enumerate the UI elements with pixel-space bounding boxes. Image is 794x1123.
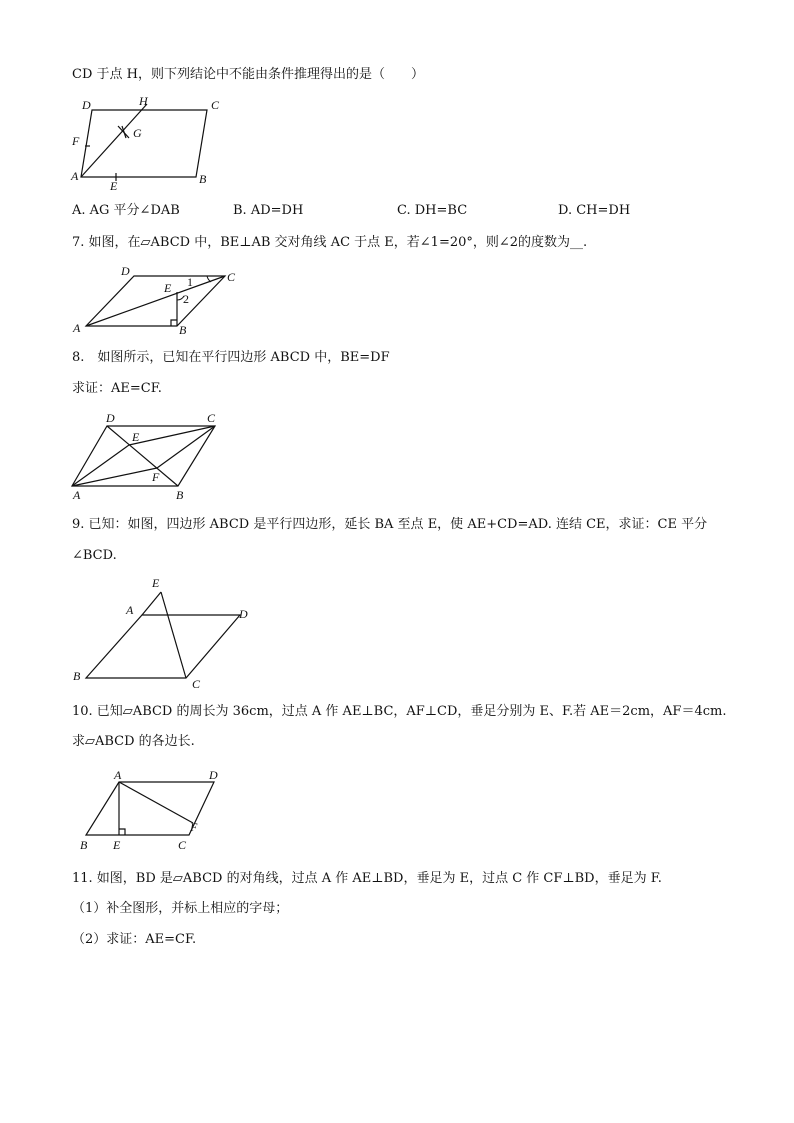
q9-label-C: C [192, 677, 201, 691]
q6-option-c: C. DH=BC [397, 203, 468, 218]
q9-text-line2: ∠BCD. [72, 548, 117, 563]
q11-part2: （2）求证：AE=CF. [72, 932, 197, 947]
q10-text-line2: 求▱ABCD 的各边长. [72, 734, 195, 749]
q9-text-line1: 9. 已知：如图，四边形 ABCD 是平行四边形，延长 BA 至点 E，使 AE+CD=AD. 连结 CE，求证：CE 平分 [72, 517, 708, 532]
q9-segment-CE [161, 592, 186, 678]
q8-label-C: C [207, 411, 216, 425]
q6-option-d: D. CH=DH [558, 203, 631, 218]
q10-label-B: B [80, 838, 88, 852]
q6-label-B: B [199, 172, 207, 186]
q6-label-E: E [110, 179, 118, 193]
q7-angle1-arc [207, 276, 211, 282]
q10-figure [66, 765, 236, 855]
q7-label-A: A [73, 321, 81, 335]
q10-label-A: A [114, 768, 122, 782]
q6-parallelogram [81, 110, 207, 177]
q8-prove-text: 求证：AE=CF. [72, 381, 162, 396]
q6-tail-text: CD 于点 H，则下列结论中不能由条件推理得出的是（ ） [72, 67, 424, 82]
q9-extension-AE [142, 592, 161, 615]
q9-label-A: A [126, 603, 134, 617]
q7-label-E: E [164, 281, 172, 295]
q9-figure [66, 572, 266, 692]
q10-altitude-AF [119, 782, 193, 823]
q7-label-B: B [179, 323, 187, 337]
q11-part1: （1）补全图形，并标上相应的字母； [72, 901, 289, 916]
q8-label-A: A [73, 488, 81, 502]
q7-text: 7. 如图，在▱ABCD 中，BE⊥AB 交对角线 AC 于点 E，若∠1=20°，则∠2的度数为__. [72, 235, 588, 250]
q8-label-D: D [106, 411, 115, 425]
q9-label-D: D [239, 607, 248, 621]
q10-label-D: D [209, 768, 218, 782]
q9-label-B: B [73, 669, 81, 683]
q11-text-line1: 11. 如图，BD 是▱ABCD 的对角线，过点 A 作 AE⊥BD，垂足为 E，过点 C 作 CF⊥BD，垂足为 F. [72, 871, 662, 886]
q8-label-B: B [176, 488, 184, 502]
q10-label-E: E [113, 838, 121, 852]
q9-label-E: E [152, 576, 160, 590]
q10-label-F: F [190, 820, 198, 834]
q6-option-b: B. AD=DH [233, 203, 304, 218]
q6-figure [66, 92, 236, 192]
q7-label-1: 1 [187, 275, 193, 289]
q8-diagonal-BD [107, 426, 178, 486]
q7-label-D: D [121, 264, 130, 278]
q6-label-H: H [139, 94, 148, 108]
q7-figure [66, 260, 246, 340]
q10-text-line1: 10. 已知▱ABCD 的周长为 36cm，过点 A 作 AE⊥BC，AF⊥CD，垂足分别为 E、F.若 AE＝2cm，AF＝4cm. [72, 704, 727, 719]
q6-label-F: F [72, 134, 80, 148]
q8-figure [66, 406, 236, 506]
q6-option-a: A. AG 平分∠DAB [72, 203, 180, 218]
q9-parallelogram [86, 615, 240, 678]
q8-text: 8. 如图所示，已知在平行四边形 ABCD 中，BE=DF [72, 350, 390, 365]
q6-label-A: A [71, 169, 79, 183]
q8-label-E: E [132, 430, 140, 444]
q10-right-angle-E [119, 829, 125, 835]
q7-right-angle-mark [171, 320, 177, 326]
q8-parallelogram [72, 426, 215, 486]
q6-label-C: C [211, 98, 220, 112]
q10-label-C: C [178, 838, 187, 852]
q7-label-C: C [227, 270, 236, 284]
q6-label-D: D [82, 98, 91, 112]
q6-label-G: G [133, 126, 142, 140]
q8-label-F: F [152, 470, 160, 484]
q7-diagonal-AC [86, 276, 225, 326]
q7-label-2: 2 [183, 292, 189, 306]
